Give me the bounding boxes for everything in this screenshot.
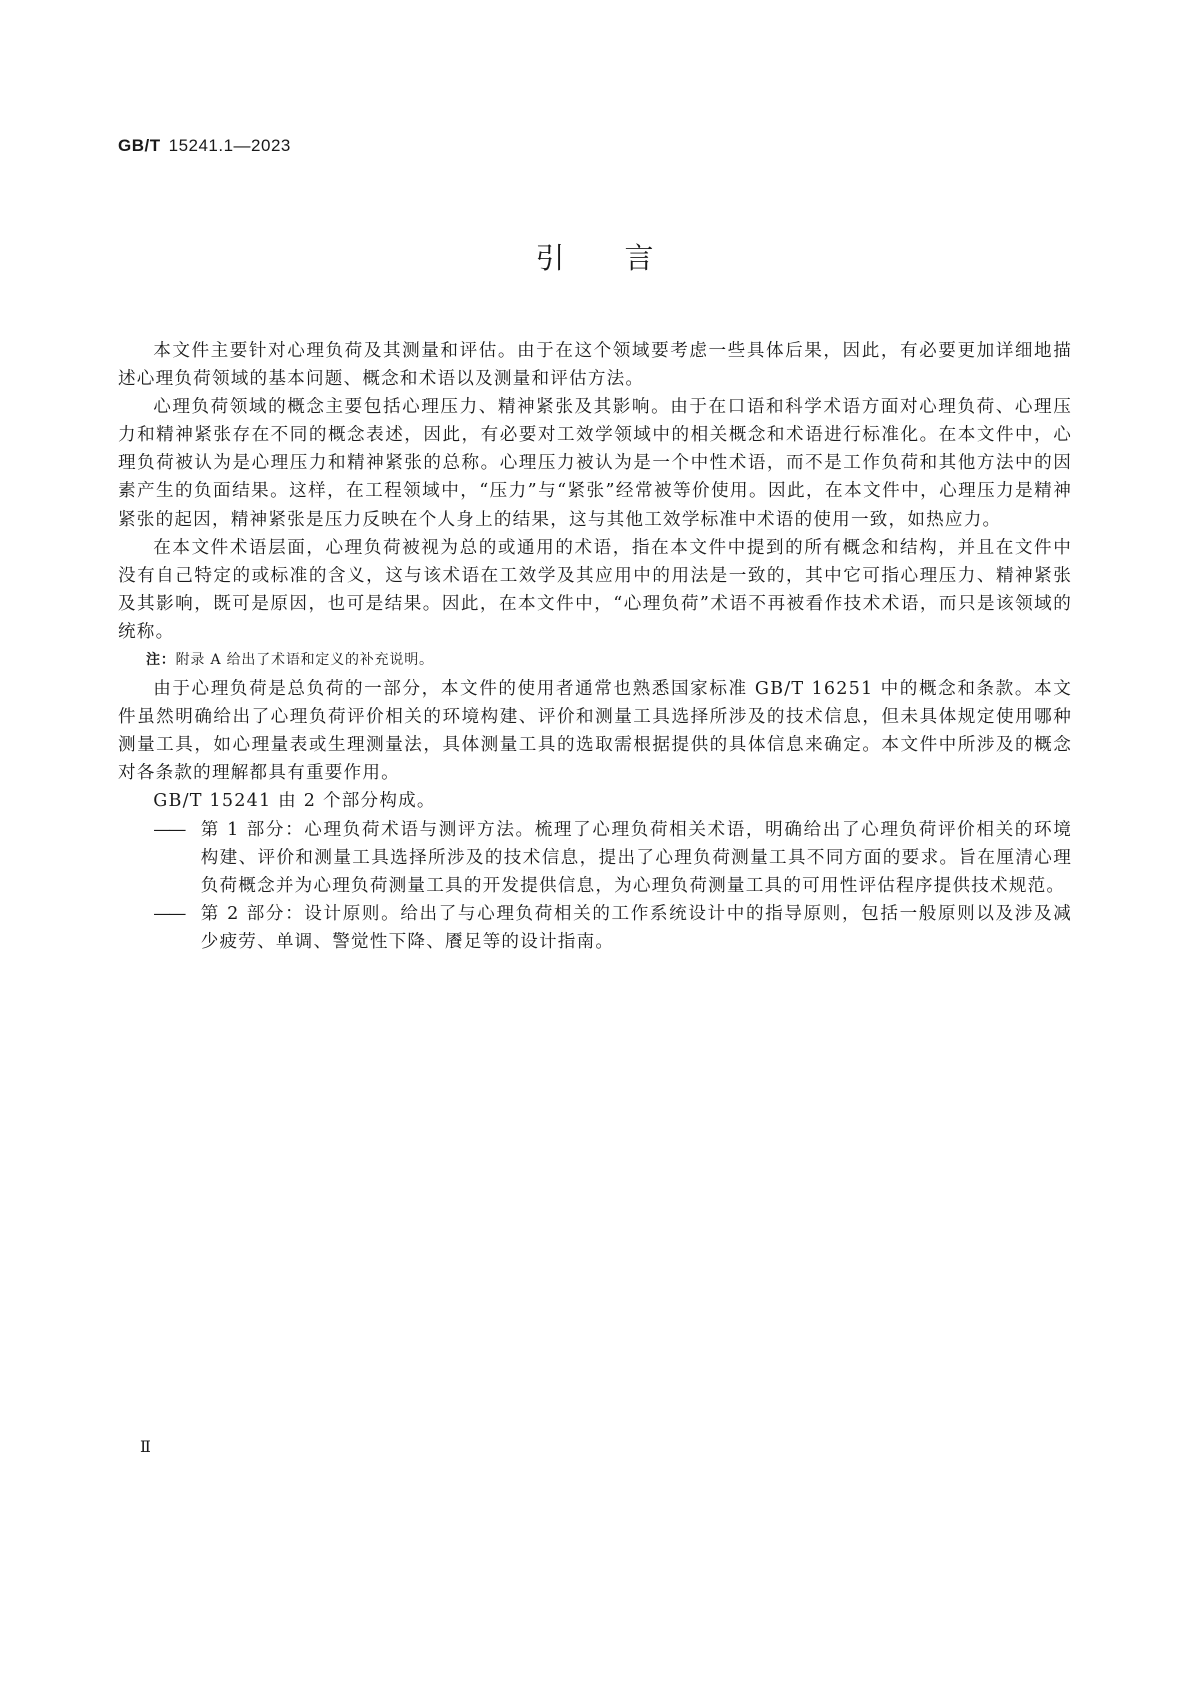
list-dash: ——: [153, 903, 185, 924]
title-char-2: 言: [624, 241, 656, 275]
introduction-body: [118, 337, 1072, 956]
part-2-description: 第 2 部分：设计原则。给出了与心理负荷相关的工作系统设计中的指导原则，包括一般原则以及涉及减少疲劳、单调、警觉性下降、餍足等的设计指南。: [200, 903, 1072, 952]
note-label: 注：: [146, 652, 176, 669]
paragraph: GB/T 15241 由 2 个部分构成。: [153, 791, 436, 812]
title-char-1: 引: [535, 241, 567, 275]
paragraph: 由于心理负荷是总负荷的一部分，本文件的使用者通常也熟悉国家标准 GB/T 16251 中的概念和条款。本文件虽然明确给出了心理负荷评价相关的环境构建、评价和测量工具选择所涉及的技术信息，但未具体规定使用哪种测量工具，如心理量表或生理测量法，具体测量工具的选取需根据提供的具体信息来确定。本文件中所涉及的概念对各条款的理解都具有重要作用。: [118, 679, 1072, 784]
paragraph: 心理负荷领域的概念主要包括心理压力、精神紧张及其影响。由于在口语和科学术语方面对心理负荷、心理压力和精神紧张存在不同的概念表述，因此，有必要对工效学领域中的相关概念和术语进行标准化。在本文件中，心理负荷被认为是心理压力和精神紧张的总称。心理压力被认为是一个中性术语，而不是工作负荷和其他方法中的因素产生的负面结果。这样，在工程领域中，“压力”与“紧张”经常被等价使用。因此，在本文件中，心理压力是精神紧张的起因，精神紧张是压力反映在个人身上的结果，这与其他工效学标准中术语的使用一致，如热应力。: [118, 397, 1072, 530]
paragraph: 本文件主要针对心理负荷及其测量和评估。由于在这个领域要考虑一些具体后果，因此，有必要更加详细地描述心理负荷领域的基本问题、概念和术语以及测量和评估方法。: [118, 341, 1072, 390]
note-text: 附录 A 给出了术语和定义的补充说明。: [175, 652, 434, 669]
standard-code: [118, 136, 291, 156]
part-list-item: [118, 816, 1072, 900]
paragraph: 在本文件术语层面，心理负荷被视为总的或通用的术语，指在本文件中提到的所有概念和结构，并且在文件中没有自己特定的或标准的含义，这与该术语在工效学及其应用中的用法是一致的，其中它可指心理压力、精神紧张及其影响，既可是原因，也可是结果。因此，在本文件中，“心理负荷”术语不再被看作技术术语，而只是该领域的统称。: [118, 537, 1072, 642]
list-dash: ——: [153, 819, 185, 840]
part-1-description: 第 1 部分：心理负荷术语与测评方法。梳理了心理负荷相关术语，明确给出了心理负荷评价相关的环境构建、评价和测量工具选择所涉及的技术信息，提出了心理负荷测量工具不同方面的要求。旨在厘清心理负荷概念并为心理负荷测量工具的开发提供信息，为心理负荷测量工具的可用性评估程序提供技术规范。: [200, 819, 1072, 896]
standard-number: 15241.1—2023: [168, 136, 291, 155]
note: [118, 648, 1072, 672]
page-number: Ⅱ: [140, 1439, 151, 1456]
standard-prefix: GB/T: [118, 136, 161, 155]
section-title: [0, 236, 1191, 277]
part-list-item: [118, 900, 1072, 956]
